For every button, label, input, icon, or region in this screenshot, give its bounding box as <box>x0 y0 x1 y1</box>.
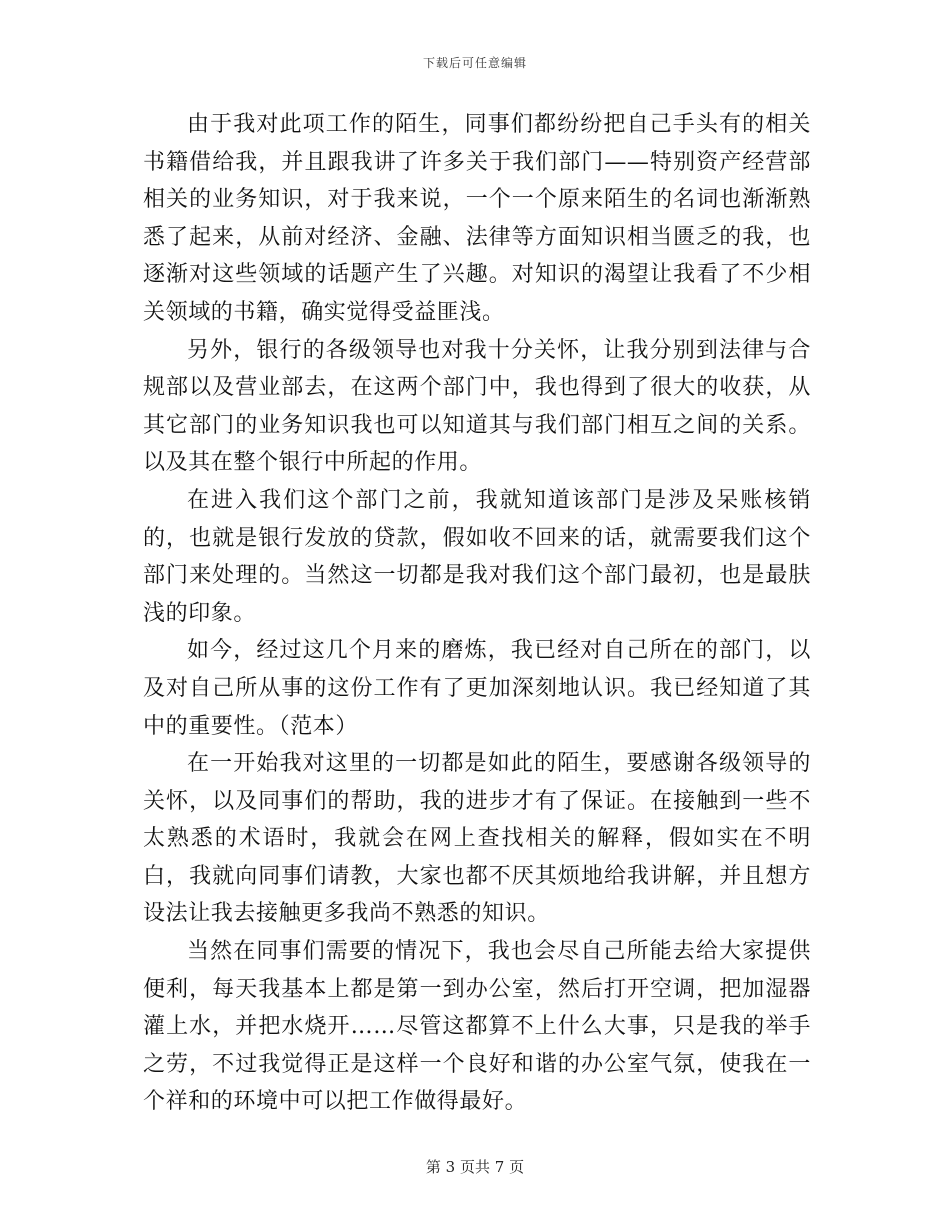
page-number: 第 3 页共 7 页 <box>425 1158 525 1176</box>
paragraph-6: 当然在同事们需要的情况下，我也会尽自己所能去给大家提供便利，每天我基本上都是第一到办公室，然后打开空调，把加湿器灌上水，并把水烧开……尽管这都算不上什么大事，只是我的举手之劳，不过我觉得正是这样一个良好和谐的办公室气氛，使我在一个祥和的环境中可以把工作做得最好。 <box>143 939 811 1115</box>
paragraph-3: 在进入我们这个部门之前，我就知道该部门是涉及呆账核销的，也就是银行发放的贷款，假如收不回来的话，就需要我们这个部门来处理的。当然这一切都是我对我们这个部门最初，也是最肤浅的印象。 <box>143 487 811 626</box>
document-body <box>143 106 811 1121</box>
paragraph-2: 另外，银行的各级领导也对我十分关怀，让我分别到法律与合规部以及营业部去，在这两个部门中，我也得到了很大的收获，从其它部门的业务知识我也可以知道其与我们部门相互之间的关系。以及其在整个银行中所起的作用。 <box>143 337 811 476</box>
page-header: 下载后可任意编辑 <box>422 56 527 70</box>
paragraph-5: 在一开始我对这里的一切都是如此的陌生，要感谢各级领导的关怀，以及同事们的帮助，我的进步才有了保证。在接触到一些不太熟悉的术语时，我就会在网上查找相关的解释，假如实在不明白，我就向同事们请教，大家也都不厌其烦地给我讲解，并且想方设法让我去接触更多我尚不熟悉的知识。 <box>143 751 811 927</box>
paragraph-4: 如今，经过这几个月来的磨炼，我已经对自己所在的部门，以及对自己所从事的这份工作有了更加深刻地认识。我已经知道了其中的重要性。（范本） <box>143 638 811 739</box>
paragraph-1: 由于我对此项工作的陌生，同事们都纷纷把自己手头有的相关书籍借给我，并且跟我讲了许多关于我们部门——特别资产经营部相关的业务知识，对于我来说，一个一个原来陌生的名词也渐渐熟悉了起来，从前对经济、金融、法律等方面知识相当匮乏的我，也逐渐对这些领域的话题产生了兴趣。对知识的渴望让我看了不少相关领域的书籍，确实觉得受益匪浅。 <box>143 112 811 325</box>
